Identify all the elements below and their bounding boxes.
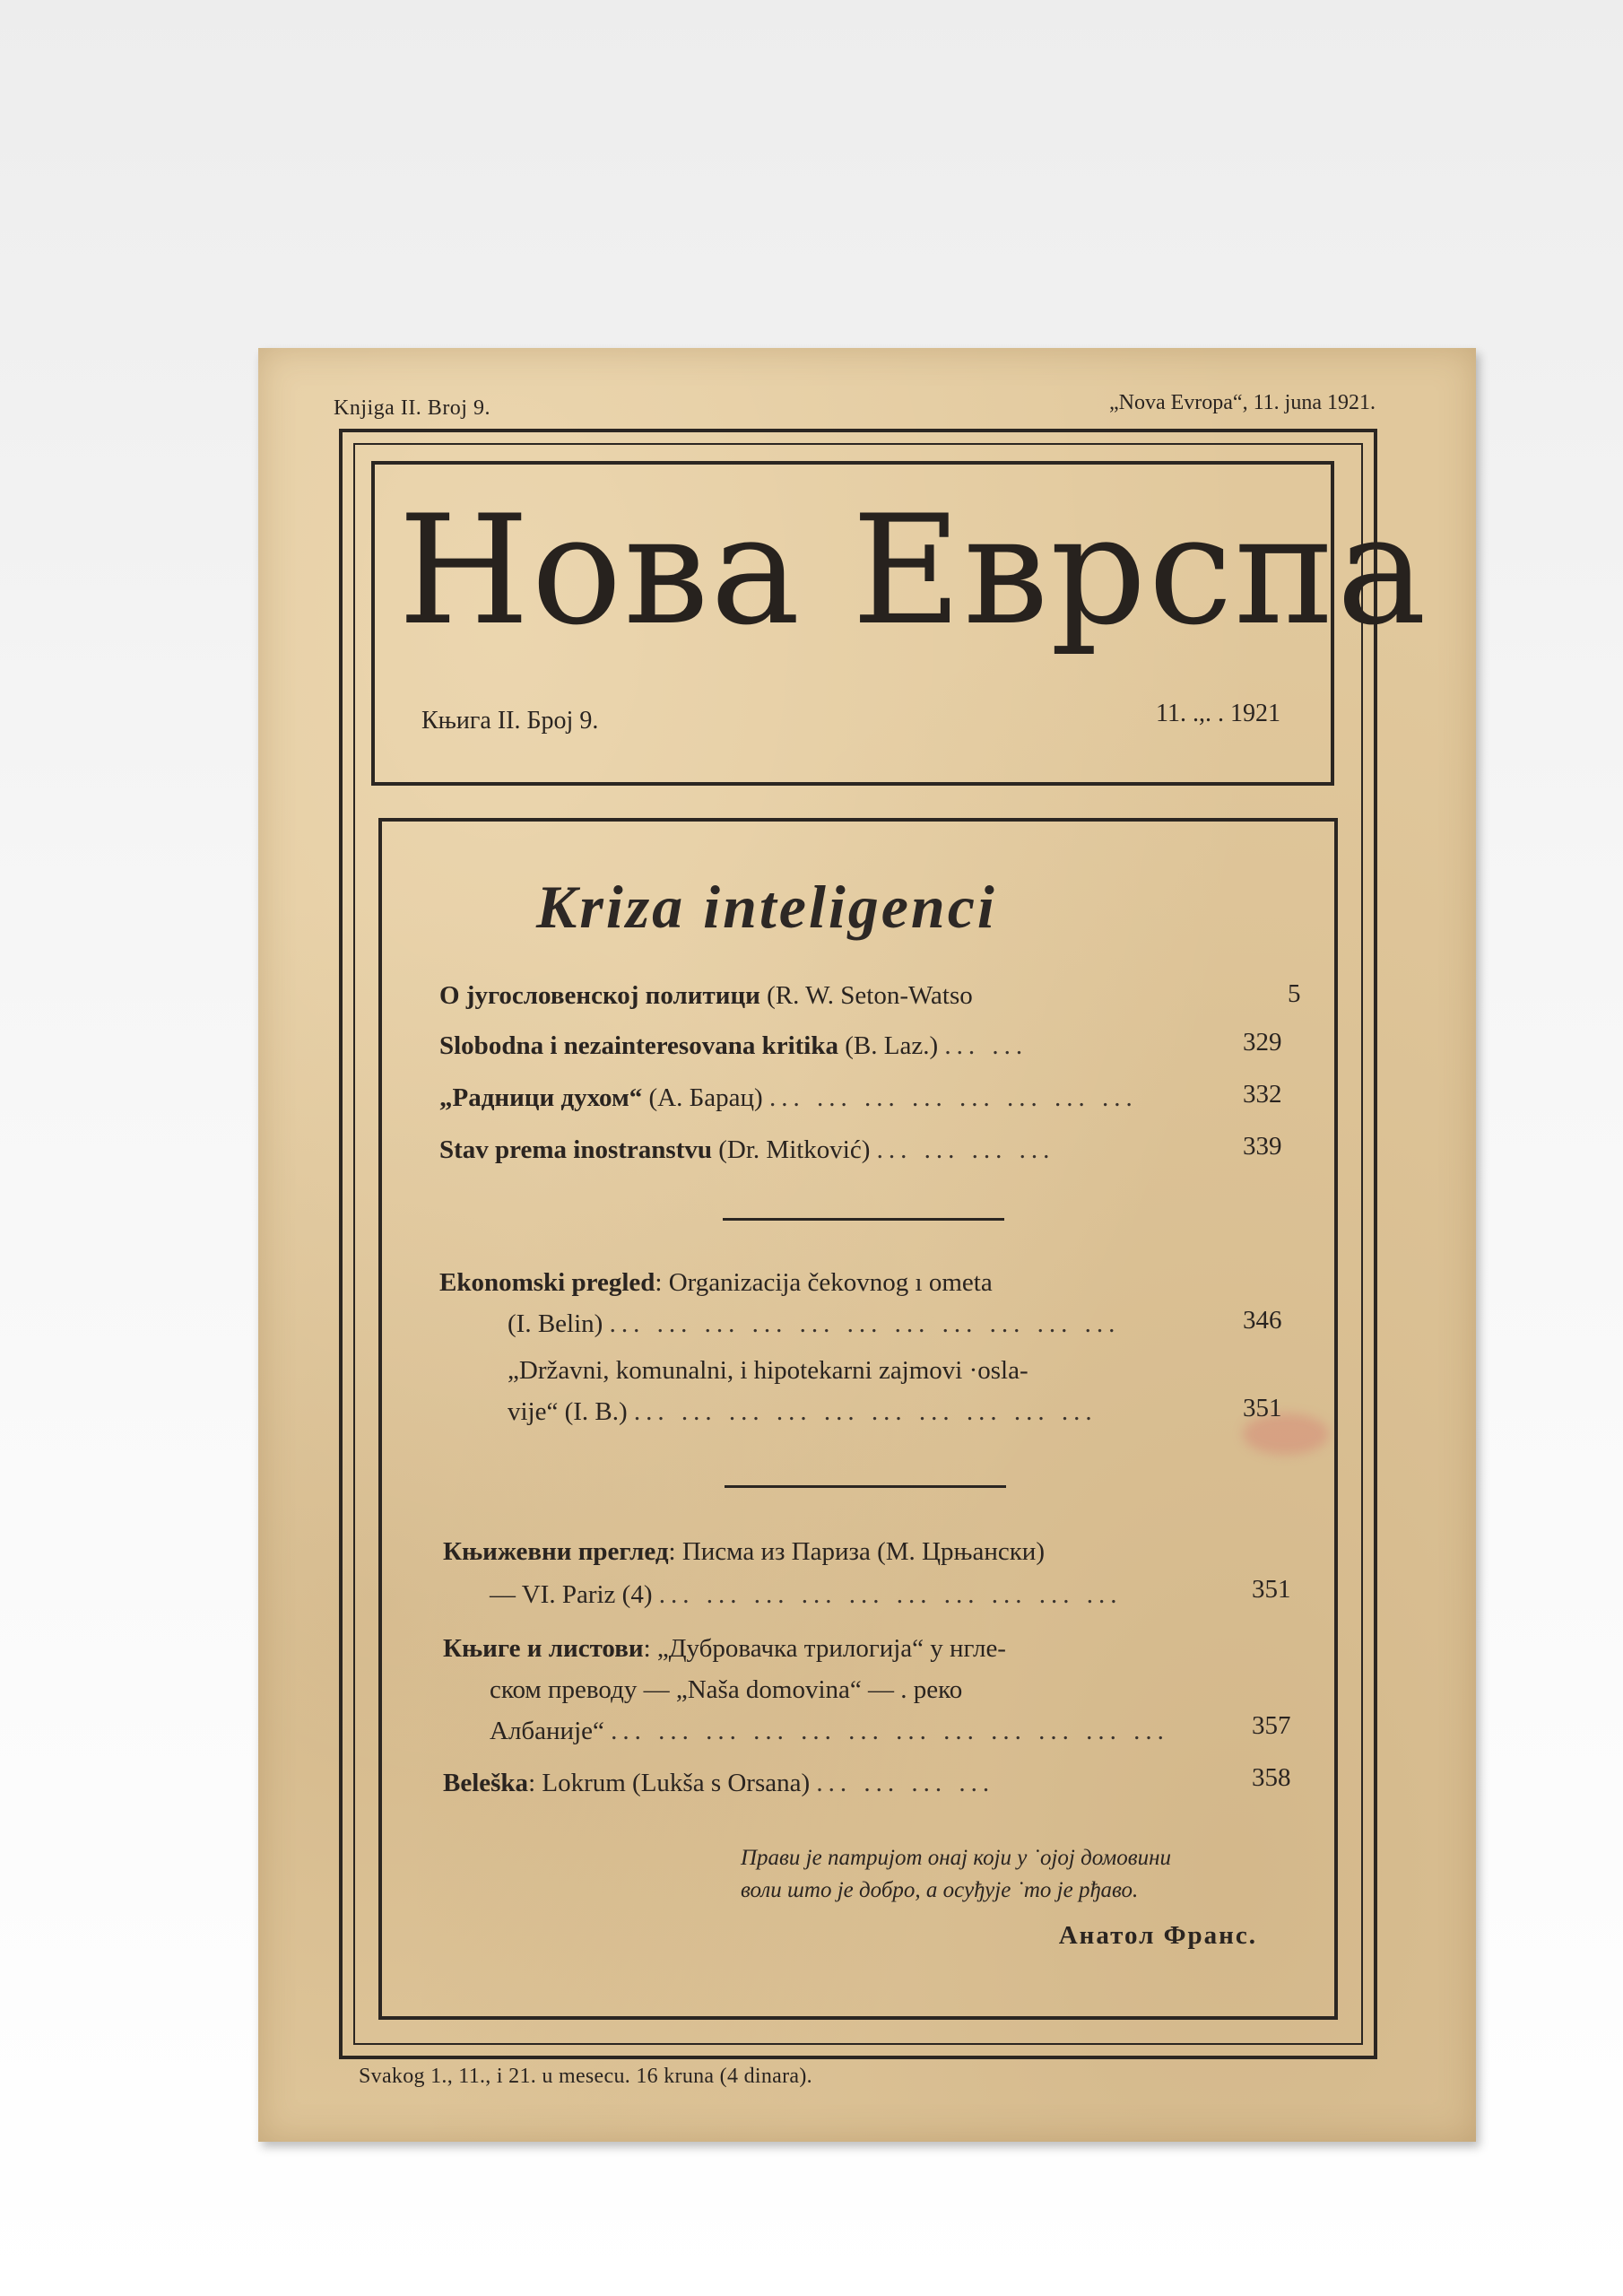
leader-dots: ... ... ... ... ... ... ... ... ... ... ... ...: [611, 1717, 1169, 1745]
epigraph-line: воли што је добро, а осуђује ˙то је рђаво.: [741, 1878, 1139, 1902]
section-divider: [723, 1218, 1004, 1221]
leader-dots: ... ... ... ... ... ... ... ... ... ...: [658, 1580, 1123, 1609]
toc-author: (R. W. Seton-Watso: [767, 981, 973, 1010]
toc-page: 346: [1243, 1306, 1282, 1335]
toc-text: Писма из Париза (М. Црњански): [681, 1537, 1045, 1566]
magazine-cover: [258, 348, 1476, 2142]
masthead-date: 11. .,. . 1921: [1156, 700, 1280, 727]
epigraph-author: Анатол Франс.: [1058, 1921, 1257, 1950]
toc-text: „Дубровачка трилогија“ у нгле-: [656, 1634, 1006, 1663]
masthead-box: [371, 461, 1428, 786]
toc-author: (Dr. Mitković): [718, 1135, 871, 1164]
toc-text: „Državni, komunalni, i hipotekarni zajmovi ·osla-: [508, 1356, 1028, 1385]
toc-page: 357: [1252, 1711, 1291, 1740]
toc-item: [439, 1135, 1055, 1165]
issue-label: Knjiga II. Broj 9.: [334, 396, 490, 420]
toc-page: 332: [1243, 1080, 1282, 1109]
toc-section: Ekonomski pregled: Organizacija čekovnog ı ometa: [439, 1268, 993, 1297]
toc-page: 351: [1252, 1575, 1291, 1604]
toc-text: — VI. Pariz (4): [490, 1580, 653, 1609]
section-label: Књижевни преглед: [443, 1537, 669, 1566]
toc-item: [508, 1356, 1028, 1386]
toc-text: ском преводу — „Naša domovina“ — . реко: [490, 1675, 963, 1704]
section-label: Beleška: [443, 1769, 529, 1797]
toc-title: „Радници духом“: [439, 1083, 643, 1112]
toc-item: [490, 1717, 1169, 1746]
epigraph: [741, 1842, 1171, 1907]
toc-item: [439, 1083, 1138, 1113]
toc-item: [508, 1309, 1120, 1339]
toc-title: Stav prema inostranstvu: [439, 1135, 712, 1164]
toc-text: Lokrum (Lukša s Orsana): [542, 1769, 811, 1797]
toc-item: [490, 1580, 1122, 1610]
section-divider: [725, 1485, 1006, 1488]
leader-dots: ... ... ... ... ... ... ... ... ... ... ...: [609, 1309, 1121, 1338]
toc-page: 5: [1288, 979, 1301, 1008]
toc-page: 339: [1243, 1132, 1282, 1161]
toc-text: Organizacija čekovnog ı ometa: [668, 1268, 993, 1297]
toc-page: 351: [1243, 1394, 1282, 1422]
toc-section: Књиге и листови: „Дубровачка трилогија“ у нгле-: [443, 1634, 1006, 1663]
leader-dots: ... ... ... ...: [876, 1135, 1055, 1164]
contents-box: [378, 818, 1338, 2020]
leader-dots: ... ... ... ... ... ... ... ...: [768, 1083, 1138, 1112]
epigraph-line: Прави је патријот онај који у ˙ојој домовини: [741, 1846, 1172, 1870]
cover-frame: [339, 429, 1428, 2059]
masthead-title: Нова Еврспа: [398, 483, 1428, 658]
toc-text: Албаније“: [490, 1717, 604, 1745]
toc-section: Beleška: Lokrum (Lukša s Orsana) ... ... ... ...: [443, 1769, 995, 1797]
toc-item: [508, 1397, 1098, 1427]
toc-author: (I. Belin): [508, 1309, 603, 1338]
toc-item: [439, 1031, 1028, 1061]
leader-dots: ... ...: [944, 1031, 1028, 1060]
toc-page: 358: [1252, 1763, 1291, 1792]
leader-dots: ... ... ... ...: [816, 1769, 995, 1797]
toc-author: (B. Laz.): [845, 1031, 939, 1060]
toc-title: Slobodna i nezainteresovana kritika: [439, 1031, 838, 1060]
leader-dots: ... ... ... ... ... ... ... ... ... ...: [633, 1397, 1098, 1426]
issue-date: „Nova Evropa“, 11. juna 1921.: [1108, 391, 1376, 414]
toc-title: О југословенској политици: [439, 981, 760, 1010]
toc-page: 329: [1243, 1028, 1282, 1057]
toc-author: (А. Барац): [648, 1083, 763, 1112]
toc-item: [490, 1675, 962, 1705]
section-label: Књиге и листови: [443, 1634, 644, 1663]
headline: Kriza inteligenci: [536, 873, 997, 941]
toc-author: vije“ (I. B.): [508, 1397, 628, 1426]
masthead-issue: Књига II. Број 9.: [421, 707, 599, 735]
toc-section: Књижевни преглед: Писма из Париза (М. Црњански): [443, 1537, 1045, 1566]
price-footer: Svakog 1., 11., i 21. u mesecu. 16 kruna (4 dinara).: [359, 2065, 812, 2088]
toc-item: [439, 981, 973, 1011]
section-label: Ekonomski pregled: [439, 1268, 655, 1297]
